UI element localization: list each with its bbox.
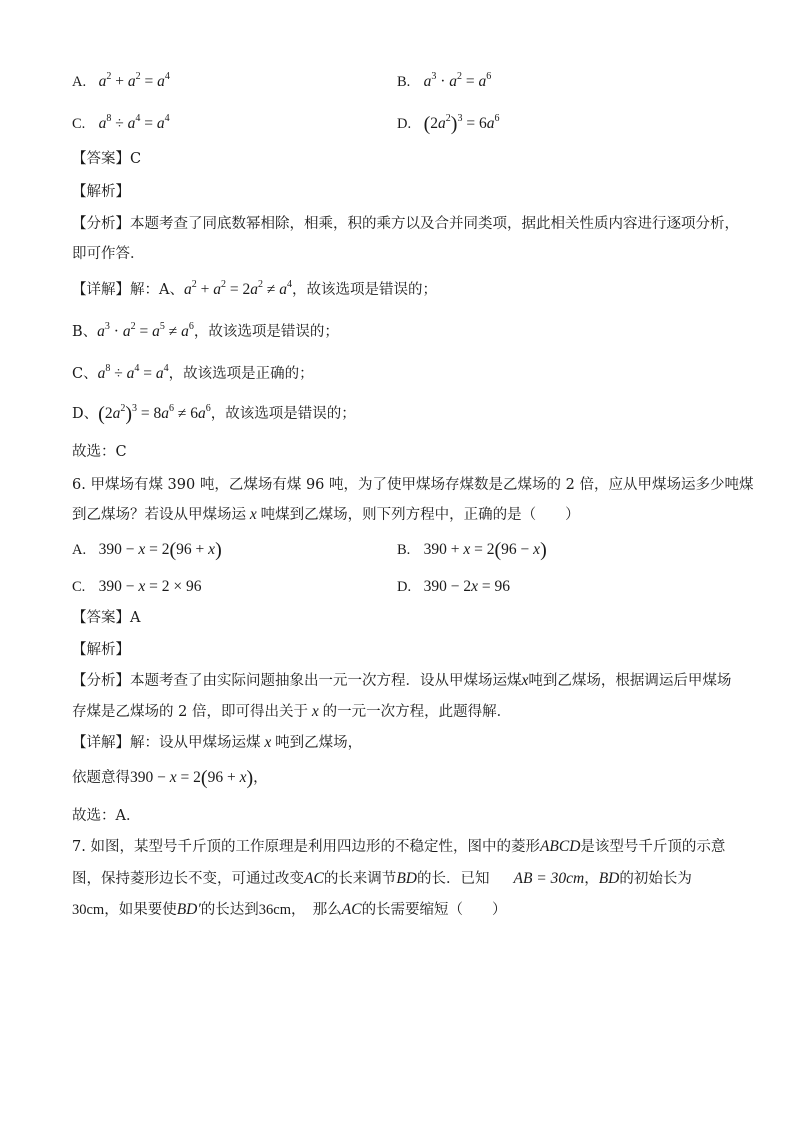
formula: $a^2 + a^2 = a^4$ (98, 71, 170, 90)
q6-option-b (397, 540, 547, 560)
option-label: B. (397, 74, 411, 90)
option-label: C. (72, 116, 86, 132)
q6-answer: 【答案】A (72, 610, 141, 626)
q6-detail: 【详解】解：设从甲煤场运煤 x 吨到乙煤场， (72, 734, 363, 751)
q5-detail-d: D、$(2a^2)^3 = 8a^6 \ne 6a^6$，故该选项是错误的； (72, 403, 356, 425)
q6-analysis-line2: 存煤是乙煤场的 2 倍，即可得出关于 x 的一元一次方程，此题得解． (72, 703, 512, 720)
formula: $(2a^2)^3 = 8a^6 \ne 6a^6$ (98, 403, 211, 425)
q5-option-b (397, 72, 491, 92)
q5-detail-b: B、$a^3 \cdot a^2 = a^5 \ne a^6$，故该选项是错误的； (72, 321, 339, 340)
option-label: C. (72, 579, 86, 595)
var-x: x (246, 506, 261, 523)
q5-detail-a: 【详解】解：A、$a^2 + a^2 = 2a^2 \ne a^4$，故该选项是错误的； (72, 279, 437, 298)
option-label: D. (397, 579, 412, 595)
q7-stem-line2: 图，保持菱形边长不变，可通过改变AC的长来调节BD的长．已知 AB = 30cm，BD的初始长为 (72, 870, 692, 887)
formula: 390 + x = 2(96 − x) (423, 539, 547, 561)
option-label: D. (397, 116, 412, 132)
q6-choose: 故选：A． (72, 808, 141, 824)
formula: $a^2 + a^2 = 2a^2 \ne a^4$ (183, 279, 292, 298)
q5-answer: 【答案】C (72, 151, 142, 167)
q5-option-c (72, 114, 170, 134)
q5-analysis-line2: 即可作答． (72, 246, 145, 262)
formula: $a^8 \div a^4 = a^4$ (97, 363, 169, 382)
q6-option-d (397, 577, 510, 597)
q7-stem-line1: 7. 如图，某型号千斤顶的工作原理是利用四边形的不稳定性，图中的菱形ABCD是该型号千斤顶的示意 (72, 838, 726, 855)
formula: $a^3 \cdot a^2 = a^6$ (423, 71, 492, 90)
formula: 390 − x = 2 × 96 (98, 578, 202, 595)
q5-analysis-line1: 【分析】本题考查了同底数幂相除，相乘，积的乘方以及合并同类项，据此相关性质内容进行逐项分析， (72, 216, 739, 232)
formula: $a^8 \div a^4 = a^4$ (98, 113, 170, 132)
q6-option-a (72, 540, 222, 560)
formula: 390 − 2x = 96 (423, 578, 510, 595)
q5-option-a (72, 72, 170, 92)
q6-stem-line1: 6. 甲煤场有煤 390 吨，乙煤场有煤 96 吨，为了使甲煤场存煤数是乙煤场的 2 倍，应从甲煤场运多少吨煤 (72, 477, 754, 493)
q5-analysis-title: 【解析】 (72, 184, 130, 200)
formula: $(2a^2)^3 = 6a^6$ (423, 113, 500, 135)
q6-option-c (72, 577, 201, 597)
q5-option-d (397, 114, 499, 134)
q6-equation: 依题意得390 − x = 2(96 + x)， (72, 767, 268, 789)
q6-analysis-title: 【解析】 (72, 642, 130, 658)
formula: 390 − x = 2(96 + x) (98, 539, 222, 561)
q5-detail-c: C、$a^8 \div a^4 = a^4$，故该选项是正确的； (72, 363, 314, 382)
q6-stem-line2: 到乙煤场？若设从甲煤场运 x 吨煤到乙煤场，则下列方程中，正确的是（ ） (72, 506, 580, 523)
q5-choose: 故选：C (72, 444, 127, 460)
formula: $a^3 \cdot a^2 = a^5 \ne a^6$ (97, 321, 194, 340)
option-label: A. (72, 74, 87, 90)
q6-analysis-line1: 【分析】本题考查了由实际问题抽象出一元一次方程．设从甲煤场运煤x吨到乙煤场，根据调运后甲煤场 (72, 672, 732, 689)
option-label: B. (397, 542, 411, 558)
option-label: A. (72, 542, 87, 558)
formula: 390 − x = 2(96 + x) (130, 767, 254, 789)
q7-stem-line3: 30cm，如果要使BD′的长达到36cm， 那么AC的长需要缩短（ ） (72, 901, 507, 918)
